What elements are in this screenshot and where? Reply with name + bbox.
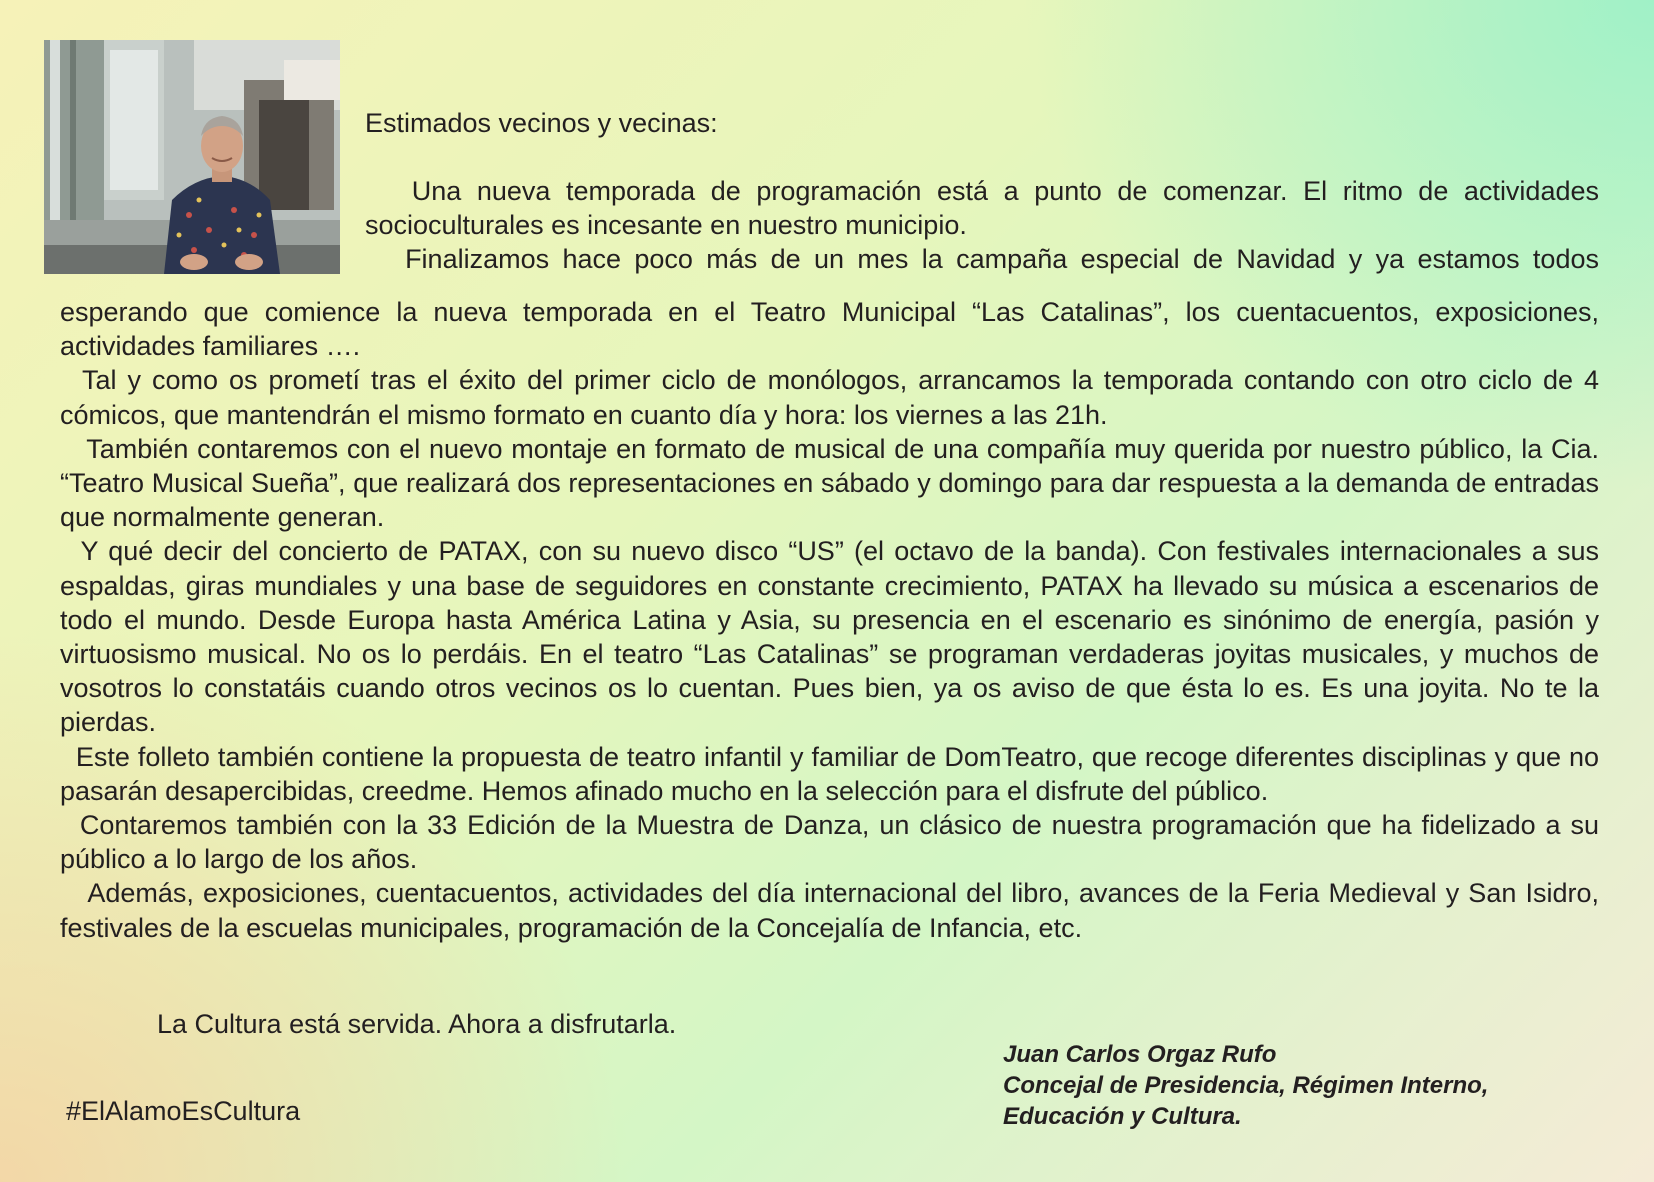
signature-role-line-1: Concejal de Presidencia, Régimen Interno, (1003, 1072, 1489, 1099)
signature-role-line-2: Educación y Cultura. (1003, 1103, 1242, 1130)
letter-body (60, 295, 1599, 945)
paragraph-body-5: Este folleto también contiene la propuesta de teatro infantil y familiar de DomTeatro, que recoge diferentes disciplinas y que no pasarán desapercibidas, creedme. Hemos afinado mucho en la selección para el disfrute del público. (60, 741, 1599, 806)
closing-line: La Cultura está servida. Ahora a disfrutarla. (157, 1009, 677, 1039)
paragraph-body-7: Además, exposiciones, cuentacuentos, actividades del día internacional del libro, avances de la Feria Medieval y San Isidro, festivales de la escuelas municipales, programación de la Concejalía de Infancia, etc. (60, 878, 1599, 943)
portrait-illustration (44, 40, 340, 274)
signature-block (1003, 1039, 1488, 1132)
paragraph-body-6: Contaremos también con la 33 Edición de la Muestra de Danza, un clásico de nuestra programación que ha fidelizado a su público a lo largo de los años. (60, 810, 1599, 875)
hashtag: #ElAlamoEsCultura (66, 1096, 301, 1126)
paragraph-body-3: También contaremos con el nuevo montaje en formato de musical de una compañía muy querida por nuestro público, la Cia. “Teatro Musical Sueña”, que realizará dos representaciones en sábado y domingo para dar respuesta a la demanda de entradas que normalmente generan. (60, 433, 1599, 533)
paragraph-body-4: Y qué decir del concierto de PATAX, con su nuevo disco “US” (el octavo de la banda). Con festivales internacionales a sus espaldas, giras mundiales y una base de seguidores en constante crecimiento, PATAX ha llevado su música a escenarios de todo el mundo. Desde Europa hasta América Latina y Asia, su presencia en el escenario es sinónimo de energía, pasión y virtuosismo musical. No os lo perdáis. En el teatro “Las Catalinas” se programan verdaderas joyitas musicales, y muchos de vosotros lo constatáis cuando otros vecinos os lo cuentan. Pues bien, ya os aviso de que ésta lo es. Es una joyita. No te la pierdas. (60, 536, 1599, 738)
paragraph-body-2: Tal y como os prometí tras el éxito del primer ciclo de monólogos, arrancamos la temporada contando con otro ciclo de 4 cómicos, que mantendrán el mismo formato en cuanto día y hora: los viernes a las 21h. (60, 365, 1599, 430)
signature-name: Juan Carlos Orgaz Rufo (1003, 1041, 1277, 1068)
paragraph-body-1: esperando que comience la nueva temporada en el Teatro Municipal “Las Catalinas”, los cuentacuentos, exposiciones, actividades familiares …. (60, 297, 1599, 362)
author-portrait-photo (44, 40, 340, 274)
paragraph-intro-2: Finalizamos hace poco más de un mes la campaña especial de Navidad y ya estamos todos (365, 244, 1599, 275)
greeting: Estimados vecinos y vecinas: (365, 108, 718, 138)
letter-intro (365, 174, 1599, 277)
paragraph-intro-1: Una nueva temporada de programación está a punto de comenzar. El ritmo de actividades socioculturales es incesante en nuestro municipio. (365, 176, 1599, 241)
